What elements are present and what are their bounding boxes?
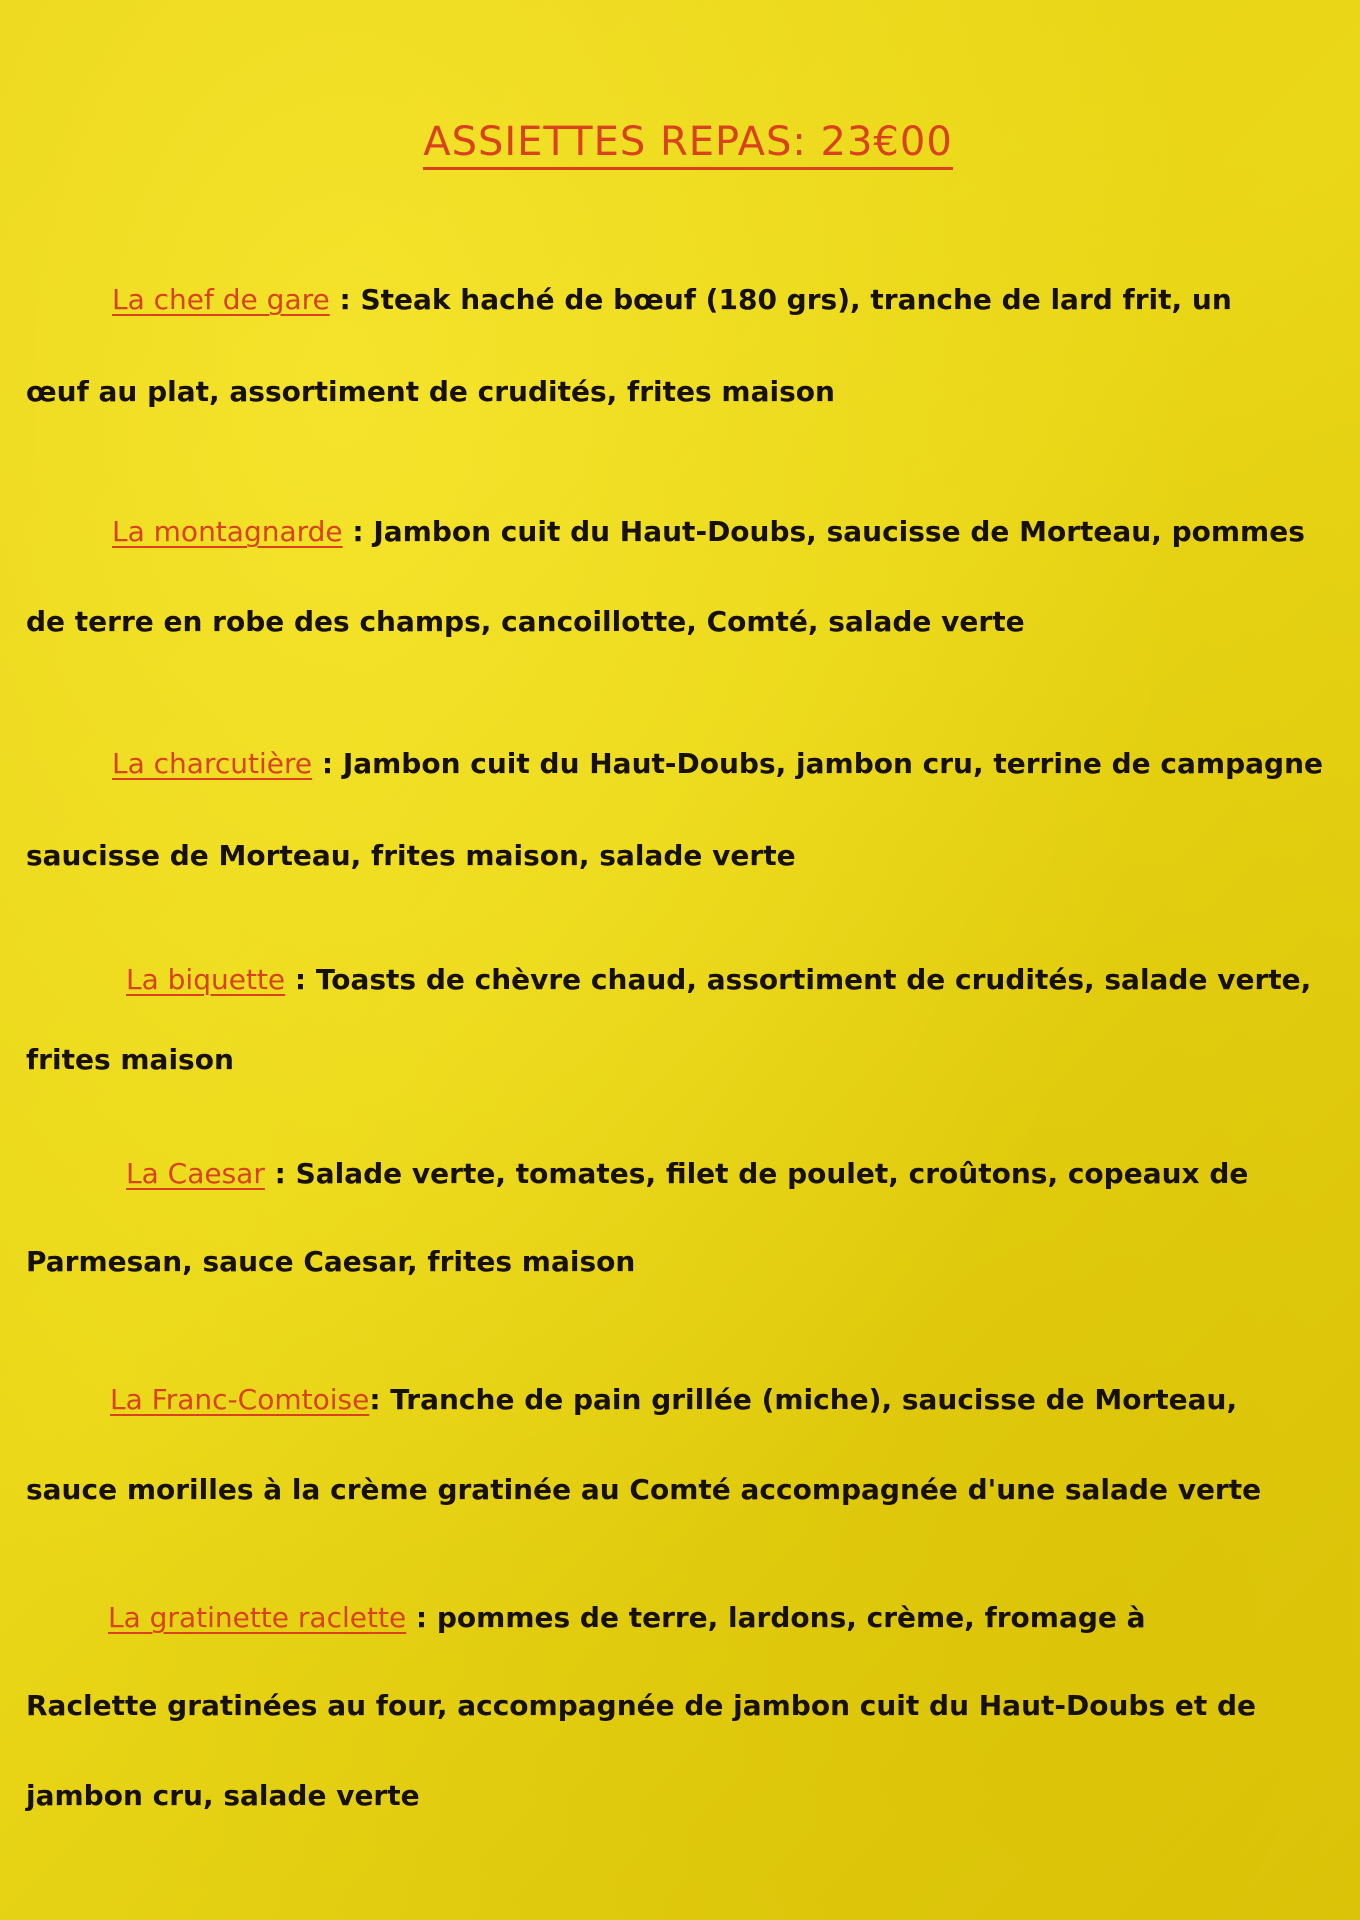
menu-item-second-line: sauce morilles à la crème gratinée au Comté accompagnée d'une salade verte (26, 1473, 1262, 1506)
menu-item-separator: : (329, 283, 361, 316)
menu-item-biquette (26, 962, 1346, 1076)
menu-item-chef-de-gare (26, 282, 1346, 412)
menu-item-first-line (110, 1382, 1237, 1418)
menu-item-second-line: Parmesan, sauce Caesar, frites maison (26, 1245, 636, 1278)
menu-item-charcutiere (26, 746, 1346, 876)
menu-item-first-line (112, 746, 1323, 782)
menu-item-first-line (126, 1156, 1248, 1192)
menu-item-second-line: de terre en robe des champs, cancoillotte, Comté, salade verte (26, 605, 1025, 638)
menu-title-text: ASSIETTES REPAS: 23€00 (423, 119, 953, 170)
menu-item-montagnarde (26, 514, 1346, 644)
menu-item-first-line (108, 1600, 1146, 1636)
menu-item-first-line (112, 514, 1305, 550)
menu-item-separator: : (369, 1383, 391, 1416)
menu-item-name: La Caesar (126, 1157, 265, 1190)
menu-item-description: Toasts de chèvre chaud, assortiment de crudités, salade verte, (315, 963, 1312, 996)
menu-item-description: Steak haché de bœuf (180 grs), tranche de lard frit, un (360, 283, 1232, 316)
menu-item-name: La biquette (126, 963, 286, 996)
menu-item-second-line: œuf au plat, assortiment de crudités, frites maison (26, 375, 835, 408)
menu-item-second-line: Raclette gratinées au four, accompagnée de jambon cuit du Haut-Doubs et de (26, 1689, 1257, 1722)
menu-item-separator: : (264, 1157, 296, 1190)
menu-item-description: Jambon cuit du Haut-Doubs, saucisse de Morteau, pommes (373, 515, 1305, 548)
menu-item-name: La charcutière (112, 747, 313, 780)
menu-title (0, 118, 1360, 166)
menu-item-description: pommes de terre, lardons, crème, fromage à (436, 1601, 1146, 1634)
menu-item-caesar (26, 1156, 1346, 1286)
menu-item-description: Jambon cuit du Haut-Doubs, jambon cru, terrine de campagne (342, 747, 1323, 780)
menu-item-separator: : (406, 1601, 437, 1634)
menu-item-third-line: jambon cru, salade verte (26, 1779, 420, 1812)
menu-item-name: La chef de gare (112, 283, 330, 316)
menu-item-franc-comtoise (26, 1382, 1346, 1512)
menu-item-name: La Franc-Comtoise (110, 1383, 370, 1416)
menu-item-separator: : (342, 515, 374, 548)
menu-item-second-line: saucisse de Morteau, frites maison, salade verte (26, 839, 796, 872)
menu-item-first-line (112, 282, 1232, 318)
menu-item-separator: : (312, 747, 343, 780)
menu-item-description: Salade verte, tomates, filet de poulet, croûtons, copeaux de (295, 1157, 1249, 1190)
menu-item-description: Tranche de pain grillée (miche), saucisse de Morteau, (390, 1383, 1238, 1416)
menu-item-second-line: frites maison (26, 1043, 234, 1076)
menu-item-name: La gratinette raclette (108, 1601, 407, 1634)
menu-item-name: La montagnarde (112, 515, 343, 548)
menu-item-separator: : (285, 963, 316, 996)
menu-item-first-line (126, 962, 1311, 998)
menu-item-gratinette-raclette (26, 1600, 1346, 1820)
